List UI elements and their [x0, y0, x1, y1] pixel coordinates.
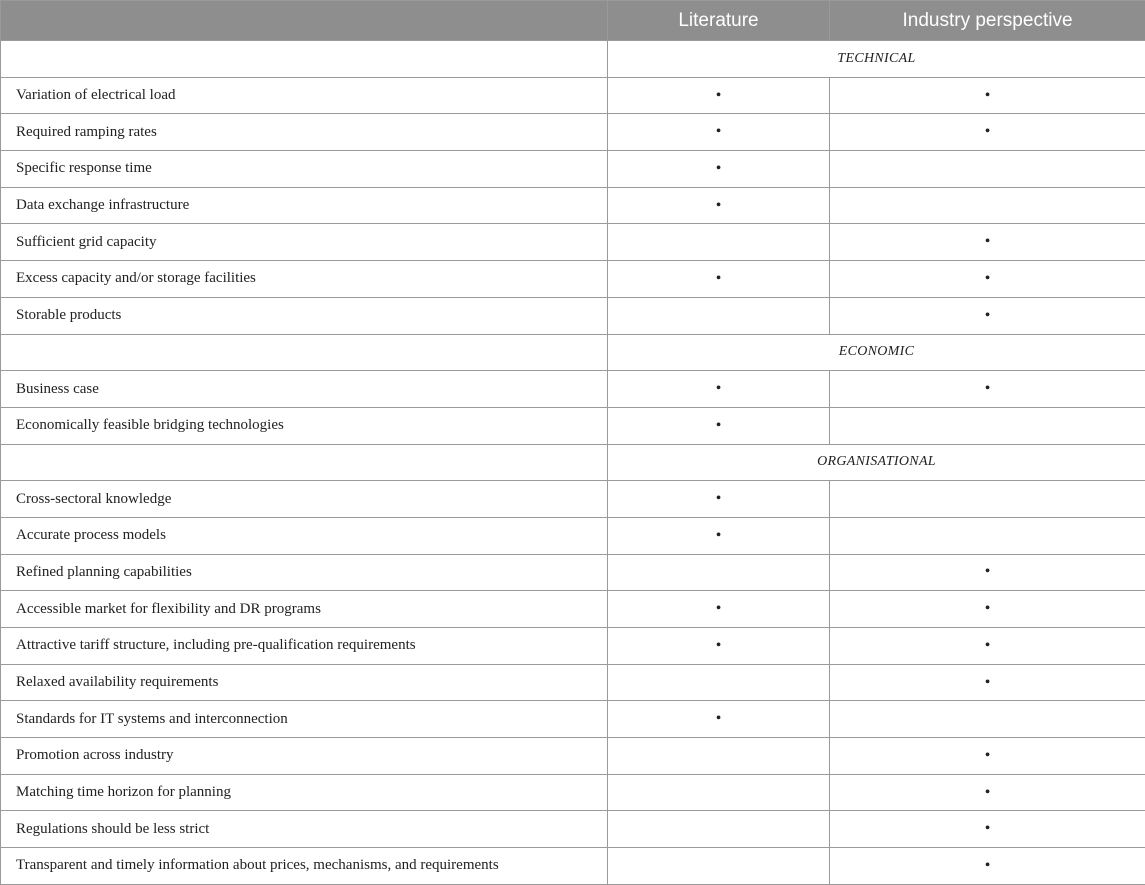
- requirement-label: Accurate process models: [1, 517, 608, 554]
- requirement-label: Sufficient grid capacity: [1, 224, 608, 261]
- industry-mark: •: [830, 738, 1145, 775]
- table-row: [1, 628, 1145, 665]
- section-empty-cell: [1, 41, 608, 78]
- literature-mark: •: [608, 371, 830, 408]
- table-row: [1, 407, 1145, 444]
- header-requirement: [1, 1, 608, 41]
- literature-mark: •: [608, 187, 830, 224]
- table-row: [1, 811, 1145, 848]
- table-row: [1, 297, 1145, 334]
- literature-mark: [608, 664, 830, 701]
- requirement-label: Variation of electrical load: [1, 77, 608, 114]
- industry-mark: •: [830, 371, 1145, 408]
- industry-mark: •: [830, 261, 1145, 298]
- literature-mark: [608, 811, 830, 848]
- literature-mark: •: [608, 628, 830, 665]
- literature-mark: •: [608, 517, 830, 554]
- literature-mark: •: [608, 114, 830, 151]
- requirement-label: Cross-sectoral knowledge: [1, 481, 608, 518]
- table-row: [1, 187, 1145, 224]
- literature-mark: •: [608, 701, 830, 738]
- requirement-label: Economically feasible bridging technologies: [1, 407, 608, 444]
- table-row: [1, 261, 1145, 298]
- industry-mark: [830, 701, 1145, 738]
- requirement-label: Matching time horizon for planning: [1, 774, 608, 811]
- requirement-label: Refined planning capabilities: [1, 554, 608, 591]
- section-empty-cell: [1, 334, 608, 371]
- literature-mark: [608, 848, 830, 885]
- requirement-label: Regulations should be less strict: [1, 811, 608, 848]
- section-title: ECONOMIC: [608, 334, 1145, 371]
- table-row: [1, 481, 1145, 518]
- industry-mark: •: [830, 811, 1145, 848]
- table-row: [1, 114, 1145, 151]
- requirement-label: Business case: [1, 371, 608, 408]
- industry-mark: •: [830, 774, 1145, 811]
- section-row: [1, 334, 1145, 371]
- requirement-label: Required ramping rates: [1, 114, 608, 151]
- requirement-label: Specific response time: [1, 151, 608, 188]
- requirement-label: Standards for IT systems and interconnection: [1, 701, 608, 738]
- table-row: [1, 224, 1145, 261]
- section-empty-cell: [1, 444, 608, 481]
- industry-mark: •: [830, 591, 1145, 628]
- section-row: [1, 41, 1145, 78]
- requirement-label: Data exchange infrastructure: [1, 187, 608, 224]
- header-row: [1, 1, 1145, 41]
- industry-mark: •: [830, 628, 1145, 665]
- table-row: [1, 738, 1145, 775]
- requirement-label: Transparent and timely information about prices, mechanisms, and requirements: [1, 848, 608, 885]
- requirement-label: Accessible market for flexibility and DR programs: [1, 591, 608, 628]
- literature-mark: •: [608, 407, 830, 444]
- section-title: ORGANISATIONAL: [608, 444, 1145, 481]
- table-row: [1, 701, 1145, 738]
- header-industry-perspective: Industry perspective: [830, 1, 1145, 41]
- industry-mark: •: [830, 77, 1145, 114]
- table-body: [1, 41, 1145, 885]
- table-row: [1, 371, 1145, 408]
- industry-mark: •: [830, 664, 1145, 701]
- section-row: [1, 444, 1145, 481]
- literature-mark: [608, 738, 830, 775]
- literature-mark: [608, 297, 830, 334]
- industry-mark: •: [830, 554, 1145, 591]
- table-row: [1, 848, 1145, 885]
- industry-mark: [830, 481, 1145, 518]
- table-row: [1, 774, 1145, 811]
- table-row: [1, 554, 1145, 591]
- requirement-label: Excess capacity and/or storage facilities: [1, 261, 608, 298]
- literature-mark: •: [608, 261, 830, 298]
- header-literature: Literature: [608, 1, 830, 41]
- table-row: [1, 151, 1145, 188]
- table-row: [1, 591, 1145, 628]
- literature-mark: •: [608, 591, 830, 628]
- industry-mark: •: [830, 297, 1145, 334]
- literature-mark: •: [608, 151, 830, 188]
- literature-mark: [608, 554, 830, 591]
- requirement-label: Relaxed availability requirements: [1, 664, 608, 701]
- industry-mark: •: [830, 114, 1145, 151]
- literature-mark: [608, 224, 830, 261]
- requirement-label: Promotion across industry: [1, 738, 608, 775]
- requirement-label: Attractive tariff structure, including pre-qualification requirements: [1, 628, 608, 665]
- industry-mark: •: [830, 848, 1145, 885]
- literature-mark: [608, 774, 830, 811]
- industry-mark: [830, 517, 1145, 554]
- industry-mark: [830, 407, 1145, 444]
- table-row: [1, 517, 1145, 554]
- industry-mark: [830, 151, 1145, 188]
- literature-mark: •: [608, 481, 830, 518]
- table-row: [1, 77, 1145, 114]
- table-row: [1, 664, 1145, 701]
- industry-mark: [830, 187, 1145, 224]
- requirement-label: Storable products: [1, 297, 608, 334]
- section-title: TECHNICAL: [608, 41, 1145, 78]
- literature-mark: •: [608, 77, 830, 114]
- industry-mark: •: [830, 224, 1145, 261]
